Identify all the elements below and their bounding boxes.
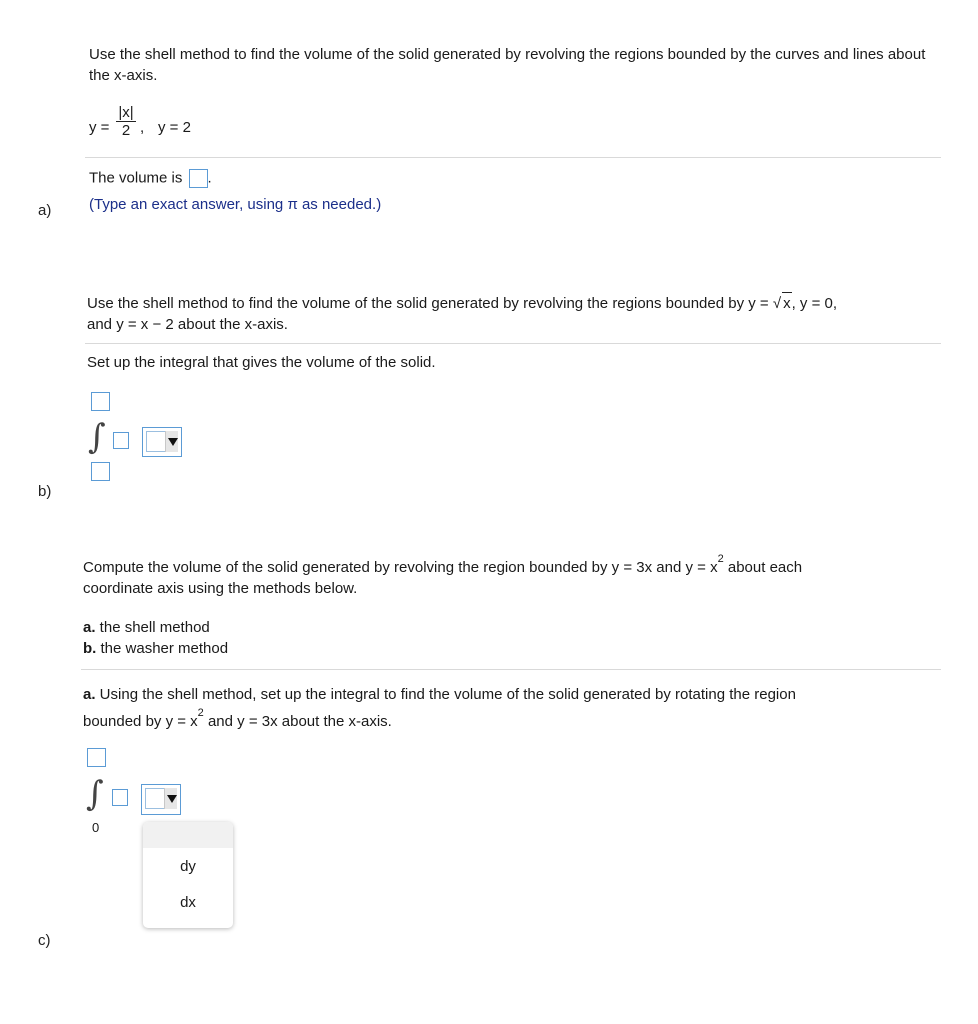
method-list	[83, 617, 228, 659]
eq-second: y = 2	[158, 119, 191, 136]
upper-limit-input[interactable]	[91, 392, 110, 411]
method-item-washer: b. the washer method	[83, 640, 229, 657]
chevron-down-icon[interactable]	[165, 431, 178, 452]
problem-a-equation	[89, 104, 289, 148]
upper-limit-input[interactable]	[87, 748, 106, 767]
eq-separator: ,	[140, 119, 145, 136]
problem-label-c: c)	[38, 932, 51, 949]
divider	[85, 343, 941, 344]
exponent: 2	[717, 553, 724, 565]
fraction-numerator: |x|	[118, 104, 134, 121]
dropdown-option-dy[interactable]: dy	[180, 858, 196, 875]
sqrt-sign: √	[772, 295, 782, 312]
lower-limit-input[interactable]	[91, 462, 110, 481]
chevron-down-icon[interactable]	[164, 788, 177, 809]
answer-line	[89, 169, 212, 193]
differential-dropdown[interactable]	[141, 784, 181, 815]
integral-builder-b	[88, 390, 188, 490]
integral-sign: ∫	[88, 417, 106, 457]
differential-dropdown-menu	[143, 822, 233, 928]
instruction: Set up the integral that gives the volume of the solid.	[87, 354, 436, 371]
volume-answer-input[interactable]	[189, 169, 208, 188]
exponent: 2	[197, 707, 204, 719]
problem-label-a: a)	[38, 202, 52, 219]
problem-c-prompt: Compute the volume of the solid generated by revolving the region bounded by y = 3x and $y = x^2$ about each coordinate axis using the methods below.	[83, 553, 803, 597]
differential-dropdown[interactable]	[142, 427, 182, 457]
fraction-denominator: 2	[121, 122, 131, 139]
lower-limit-value: 0	[92, 820, 100, 835]
answer-suffix: .	[207, 169, 212, 187]
eq-lhs: y =	[89, 119, 110, 136]
integrand-input[interactable]	[113, 432, 129, 449]
dropdown-option-dx[interactable]: dx	[180, 894, 196, 911]
integrand-input[interactable]	[112, 789, 128, 806]
differential-box	[145, 788, 165, 809]
divider	[85, 157, 941, 158]
part-a-instruction: a. Using the shell method, set up the integral to find the volume of the solid generated by rotating the region bounded by $y = x^2$ and y = 3x about the x-axis.	[83, 686, 796, 730]
menu-highlight	[143, 822, 233, 848]
answer-prefix: The volume is	[89, 169, 183, 187]
answer-hint: (Type an exact answer, using π as needed.)	[89, 196, 382, 213]
integral-sign: ∫	[86, 774, 104, 814]
problem-label-b: b)	[38, 483, 52, 500]
sqrt-argument: x	[782, 292, 792, 314]
problem-a-prompt: Use the shell method to find the volume of the solid generated by revolving the regions bounded by the curves and lines about the x-axis.	[89, 46, 926, 84]
differential-box	[146, 431, 166, 452]
fraction	[115, 104, 137, 139]
divider	[81, 669, 941, 670]
method-item-shell: a. the shell method	[83, 619, 210, 636]
problem-b-prompt: Use the shell method to find the volume of the solid generated by revolving the regions bounded by y = √ x, y = 0, and y = x − 2 about the x-axis.	[87, 292, 947, 335]
